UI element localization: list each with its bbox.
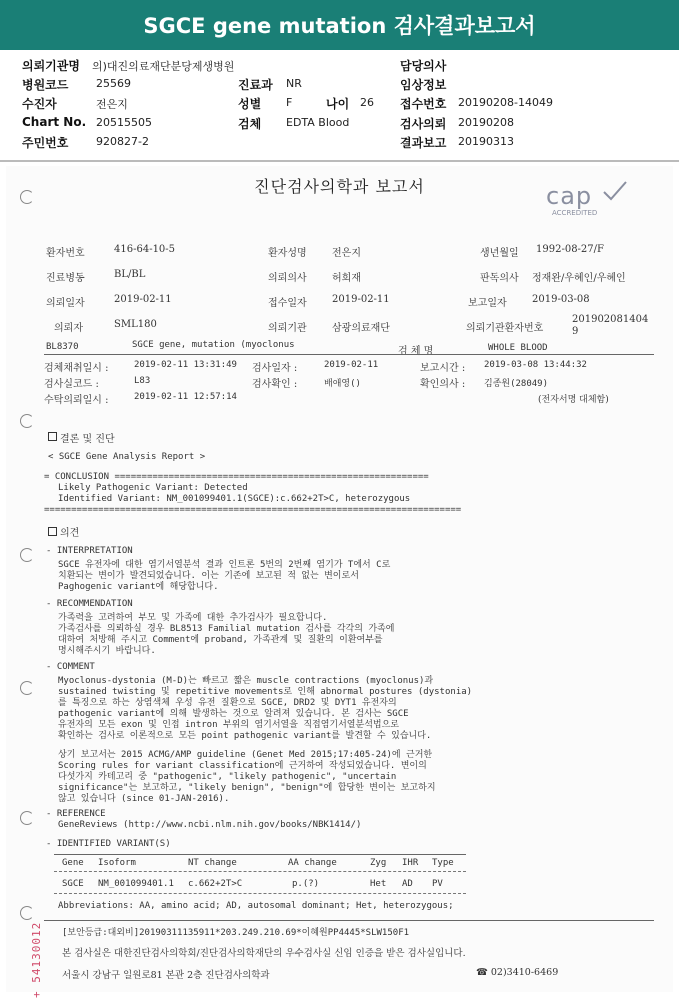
- header-divider: [0, 160, 679, 162]
- meta-value: L83: [134, 376, 151, 386]
- patient-label: 판독의사: [480, 273, 519, 284]
- patient-value: 정재완/우혜인/우혜인: [532, 273, 626, 284]
- recommendation-line: 가족검사를 의뢰하실 경우 BL8513 Familial mutation 검사를 각각의 가족에: [58, 624, 395, 634]
- patient-value: 삼광의료재단: [332, 323, 390, 334]
- result-header: 결론 및 진단: [60, 434, 115, 445]
- patient-label: 의뢰일자: [46, 298, 85, 309]
- header-label: 나이: [326, 97, 350, 111]
- patient-value: 2019-02-11: [332, 294, 390, 305]
- header-label: 수진자: [22, 97, 57, 111]
- header-value: 20190208: [458, 116, 514, 129]
- variant-cell: AD: [402, 879, 413, 889]
- header-label: 의뢰기관명: [22, 59, 80, 73]
- variant-tag: - IDENTIFIED VARIANT(S): [46, 839, 171, 849]
- variant-cell: NM_001099401.1: [98, 879, 174, 889]
- header-value: EDTA Blood: [286, 116, 350, 129]
- patient-value: SML180: [114, 319, 157, 330]
- patient-value: 2019-03-08: [532, 294, 590, 305]
- variant-col-header: Zyg: [370, 858, 387, 868]
- interpretation-tag: - INTERPRETATION: [46, 546, 133, 556]
- header-label: 주민번호: [22, 136, 69, 150]
- phone-icon: ☎: [476, 967, 488, 978]
- patient-value: 2019-02-11: [114, 294, 172, 305]
- scanned-report: [6, 166, 673, 998]
- patient-label: 환자번호: [46, 248, 85, 259]
- header-label: 임상정보: [400, 78, 447, 92]
- specimen-value: WHOLE BLOOD: [488, 343, 548, 353]
- report-title: 진단검사의학과 보고서: [254, 177, 425, 196]
- meta-label: 검사확인 :: [252, 379, 298, 390]
- header-label: 결과보고: [400, 136, 447, 150]
- comment-line: pathogenic variant에 의해 발생하는 것으로 알려져 있습니다. 본 검사는 SGCE: [58, 709, 409, 719]
- patient-value: BL/BL: [114, 269, 146, 280]
- comment-line: 다섯가지 카테고리 중 "pathogenic", "likely pathogenic", "uncertain: [58, 772, 397, 782]
- variant-cell: Het: [370, 879, 387, 889]
- cap-accredited-logo: [546, 182, 636, 222]
- recommendation-line: 명시해주시기 바랍니다.: [58, 646, 156, 656]
- binder-hole: [20, 681, 34, 695]
- variant-col-header: Gene: [62, 858, 84, 868]
- specimen-label: 검 체 명: [398, 346, 434, 357]
- conclusion-tag: = CONCLUSION ==========================================================: [44, 472, 429, 482]
- patient-value: 201902081404: [572, 314, 649, 325]
- lab-address: 서울시 강남구 일원로81 본관 2층 진단검사의학과: [62, 970, 270, 981]
- section-bullet: [48, 432, 57, 441]
- security-line: [보안등급:대외비]20190311135911*203.249.210.69*이혜원PP4445*SLW150F1: [62, 928, 410, 938]
- header-value: F: [286, 96, 293, 109]
- gene-report-title: < SGCE Gene Analysis Report >: [48, 452, 206, 462]
- variant-col-header: Isoform: [98, 858, 136, 868]
- patient-label: 의뢰기관: [268, 323, 307, 334]
- patient-label: 의뢰자: [54, 323, 83, 334]
- comment-line: 확인하는 검사로 이론적으로 모든 point pathogenic variant를 발견할 수 있습니다.: [58, 731, 432, 741]
- variant-cell: SGCE: [62, 879, 84, 889]
- header-label: Chart No.: [22, 115, 87, 129]
- abbreviations: Abbreviations: AA, amino acid; AD, autosomal dominant; Het, heterozygous;: [58, 901, 454, 911]
- meta-value: 2019-02-11: [324, 360, 379, 370]
- meta-label: 검체채취일시 :: [44, 363, 109, 374]
- patient-label: 의뢰의사: [268, 273, 307, 284]
- opinion-header: 의견: [60, 528, 80, 539]
- header-label: 병원코드: [22, 78, 69, 92]
- e-signature-note: (전자서명 대체함): [538, 395, 609, 405]
- interpretation-line: Paghogenic variant에 해당합니다.: [58, 582, 219, 592]
- meta-label: 검사실코드 :: [44, 379, 99, 390]
- meta-value: 2019-02-11 12:57:14: [134, 392, 237, 402]
- reference-line: GeneReviews (http://www.ncbi.nlm.nih.gov/books/NBK1414/): [58, 820, 362, 830]
- lab-phone: 02)3410-6469: [490, 967, 559, 978]
- header-value: 20515505: [96, 116, 152, 129]
- variant-cell: p.(?): [292, 879, 320, 889]
- header-label: 접수번호: [400, 97, 447, 111]
- header-value: NR: [286, 77, 302, 90]
- comment-line: 를 특징으로 하는 상염색체 우성 유전 질환으로 SGCE, DRD2 및 DYT1 유전자의: [58, 698, 397, 708]
- header-value: 20190313: [458, 135, 514, 148]
- header-value: 25569: [96, 77, 131, 90]
- checkmark-icon: [602, 180, 628, 202]
- patient-label: 접수일자: [268, 298, 307, 309]
- recommendation-line: 가족력을 고려하여 부모 및 가족에 대한 추가검사가 필요합니다.: [58, 613, 328, 623]
- comment-line: 유전자의 모든 exon 및 인접 intron 부위의 염기서열을 직접염기서열분석법으로: [58, 720, 399, 730]
- header-label: 진료과: [238, 78, 273, 92]
- meta-value: 배애영(): [324, 379, 361, 389]
- variant-table-rule: [54, 893, 466, 894]
- patient-value: 1992-08-27/F: [536, 244, 604, 255]
- comment-tag: - COMMENT: [46, 662, 95, 672]
- variant-cell: PV: [432, 879, 443, 889]
- meta-label: 검사일자 :: [252, 363, 298, 374]
- comment-line: 상기 보고서는 2015 ACMG/AMP guideline (Genet Med 2015;17:405-24)에 근거한: [58, 750, 433, 760]
- header-value: 920827-2: [96, 135, 149, 148]
- variant-table-rule: [54, 871, 466, 872]
- meta-value: 김종원(28049): [484, 379, 549, 389]
- patient-label: 환자성명: [268, 248, 307, 259]
- double-rule: =============================================================================: [44, 505, 462, 515]
- header-label: 검체: [238, 117, 262, 131]
- conclusion-line: Likely Pathogenic Variant: Detected: [58, 483, 248, 493]
- meta-label: 수탁의뢰일시 :: [44, 395, 109, 406]
- variant-table-rule: [54, 854, 466, 855]
- binder-hole: [20, 414, 34, 428]
- recommendation-tag: - RECOMMENDATION: [46, 599, 133, 609]
- interpretation-line: 치환되는 변이가 발견되었습니다. 이는 기존에 보고된 적 없는 변이로서: [58, 571, 359, 581]
- meta-value: 2019-03-08 13:44:32: [484, 360, 587, 370]
- header-label: 성별: [238, 97, 262, 111]
- comment-line: sustained twisting 및 repetitive movements로 인해 abnormal postures (dystonia): [58, 687, 473, 697]
- lab-phone-block: [476, 967, 558, 978]
- cap-accredited-text: ACCREDITED: [552, 209, 598, 217]
- patient-value: 416-64-10-5: [114, 244, 176, 255]
- header-value: 전은지: [96, 98, 128, 111]
- conclusion-line: Identified Variant: NM_001099401.1(SGCE):c.662+2T>C, heterozygous: [58, 494, 411, 504]
- meta-label: 확인의사 :: [420, 379, 466, 390]
- header-info: [0, 50, 679, 160]
- variant-col-header: IHR: [402, 858, 419, 868]
- comment-line: significance"는 보고하고, "likely benign", "benign"에 합당한 변이는 보고하지: [58, 783, 436, 793]
- patient-label: 의뢰기관환자번호: [466, 323, 544, 334]
- comment-line: 않고 있습니다 (since 01-JAN-2016).: [58, 794, 230, 804]
- patient-label: 생년월일: [480, 248, 519, 259]
- interpretation-line: SGCE 유전자에 대한 염기서열분석 결과 인트론 5번의 2번째 염기가 T에서 C로: [58, 560, 391, 570]
- patient-label: 보고일자: [468, 298, 507, 309]
- variant-col-header: Type: [432, 858, 454, 868]
- comment-line: Scoring rules for variant classification에 근거하여 작성되었습니다. 변이의: [58, 761, 427, 771]
- test-name: SGCE gene, mutation (myoclonus: [132, 340, 295, 350]
- meta-value: 2019-02-11 13:31:49: [134, 360, 237, 370]
- side-stamp: + 54130012: [30, 921, 43, 998]
- variant-col-header: AA change: [288, 858, 337, 868]
- header-value: 26: [360, 96, 374, 109]
- test-code: BL8370: [46, 342, 79, 352]
- comment-line: Myoclonus-dystonia (M-D)는 빠르고 짧은 muscle contractions (myoclonus)과: [58, 676, 434, 686]
- divider: [44, 354, 654, 355]
- patient-value: 전은지: [332, 248, 361, 259]
- section-bullet: [48, 527, 57, 536]
- binder-hole: [20, 811, 34, 825]
- variant-cell: c.662+2T>C: [188, 879, 243, 889]
- certification-line: 본 검사실은 대한진단검사의학회/진단검사의학재단의 우수검사실 신임 인증을 받은 검사실입니다.: [62, 948, 466, 959]
- patient-label: 진료병동: [46, 273, 85, 284]
- binder-hole: [20, 190, 34, 204]
- binder-hole: [20, 906, 34, 920]
- patient-value: 허희재: [332, 273, 361, 284]
- divider: [44, 920, 654, 921]
- report-banner: [0, 0, 679, 50]
- header-value: 의)대진의료재단분당제생병원: [92, 60, 235, 73]
- header-label: 검사의뢰: [400, 117, 447, 131]
- binder-hole: [20, 548, 34, 562]
- cap-logo-text: cap: [546, 182, 593, 210]
- reference-tag: - REFERENCE: [46, 809, 106, 819]
- banner-title: SGCE gene mutation 검사결과보고서: [143, 14, 536, 38]
- patient-value: 9: [572, 326, 579, 337]
- variant-col-header: NT change: [188, 858, 237, 868]
- header-value: 20190208-14049: [458, 96, 553, 109]
- header-label: 담당의사: [400, 59, 447, 73]
- recommendation-line: 대하여 처방해 주시고 Comment에 proband, 가족관계 및 질환의 이환여부를: [58, 635, 383, 645]
- meta-label: 보고시간 :: [420, 363, 466, 374]
